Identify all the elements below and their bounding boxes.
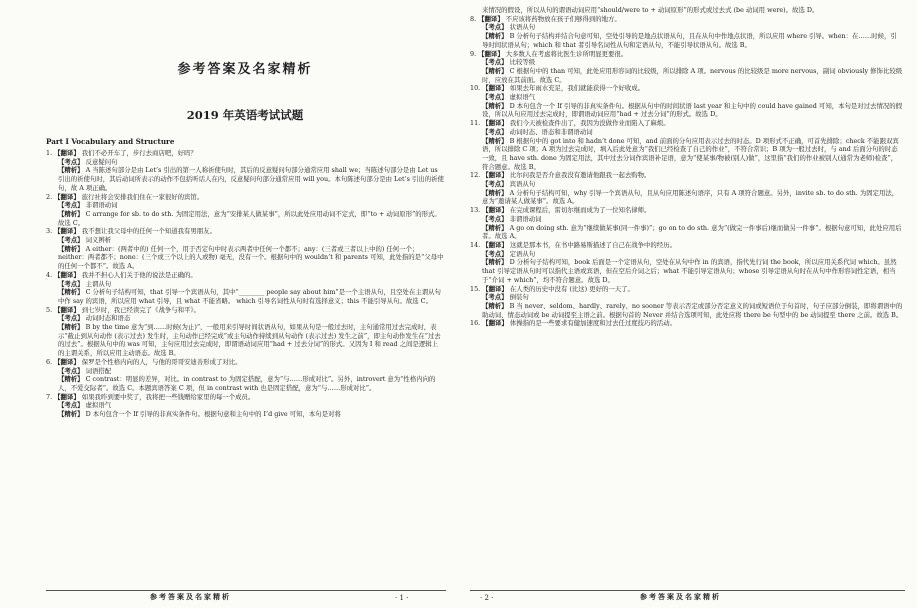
question-kaodian-text: 词语搭配 xyxy=(85,366,112,375)
question-jingxi-text: C arrange for sb. to do sth. 为固定用法，意为“安排某人做某事”，所以此处应用动词不定式，即“to + 动词原形”的形式。故选 C。 xyxy=(58,209,441,227)
question-tag: 【翻译】 xyxy=(482,171,508,180)
question-jingxi-text: C contrast：明显的差异，对比。in contrast to 为固定搭配，意为“与……形成对比”。另外，introvert 意为“性格内向的人，不爱交际者”。故选 C。本题宾语答案 C 项，但 in contrast with 也是固定搭配，意为“与……形成对比”。 xyxy=(58,375,436,392)
page-number-right: · 2 · xyxy=(480,594,494,602)
question-tag: 【精析】 xyxy=(482,188,508,197)
question-number: 4. xyxy=(46,270,53,279)
question-fanyi xyxy=(46,271,444,280)
question-jingxi-text: A 当陈述句部分是由 Let’s 引出的第一人称祈使句时，其后的反意疑问句部分通常应用 shall we；当陈述句部分是由 Let us 引出的祈使句时，其后动词所表示的动作不包括听话人在内，反意疑问句部分通常应用 will you。本句陈述句部分是由 Let’s 引出的祈使句，故 A 项正确。 xyxy=(58,166,444,192)
question-item xyxy=(470,241,903,285)
question-jingxi xyxy=(46,210,444,227)
question-item xyxy=(46,271,444,306)
question-tag: 【精析】 xyxy=(58,166,84,175)
question-item xyxy=(470,206,903,241)
question-tag: 【精析】 xyxy=(482,32,508,41)
question-kaodian-text: 非谓语动词 xyxy=(509,214,542,223)
left-page xyxy=(0,0,458,608)
question-fanyi xyxy=(470,285,903,294)
question-item xyxy=(46,149,444,193)
question-tag: 【翻译】 xyxy=(54,392,80,401)
question-fanyi-text: 到七岁时，我已经读完了《战争与和平》。 xyxy=(81,305,200,314)
question-jingxi xyxy=(470,32,903,49)
question-kaodian-text: 词义辨析 xyxy=(85,236,112,245)
question-jingxi xyxy=(470,258,903,284)
question-number: 5. xyxy=(46,305,53,314)
question-jingxi-text: C 分析句子结构可知，that 引导一个宾语从句，其中“________ people say about him”是一个主语从句，且空处在主谓从句中作 say 的宾语，所以应用 what 引导，且 what 不能省略。 which 引导名词性从句时有选择意义；this 不能引导从句。故选 C。 xyxy=(58,288,441,305)
question-tag: 【精析】 xyxy=(482,258,508,267)
question-jingxi-text: B 根据句中的 got into 和 hadn’t done 可知，and 前面的分句应用表示过去的时态。D 项形式不正确，可首先排除；check 不能跟双宾语，所以排除 C 项；A 项为过去完成时，填入后此处意为“我们已经检查了自己的作业”，不符合常识；B 项为一般过去时，与 and 后面分句的时态一致，且 have sth. done 为固定用法，其中过去分词作宾语补足语，意为“使某事/物被(别人)做”，这里指“我们的作业被别人(通常为老师)检查”，符合题意。故选 B。 xyxy=(482,136,899,171)
question-kaodian xyxy=(470,128,903,137)
question-tag: 【精析】 xyxy=(482,223,508,232)
question-kaodian-text: 虚拟语气 xyxy=(85,401,112,410)
question-tag: 【精析】 xyxy=(58,288,84,297)
question-tag: 【考点】 xyxy=(482,293,508,302)
question-jingxi-text: C 根据句中的 than 可知，此处应用形容词的比较级，所以排除 A 项。nervous 的比较级是 more nervous，副词 obviously 修饰比较级时，应放在其前面。故选 C。 xyxy=(482,66,903,84)
question-number: 14. xyxy=(470,240,481,249)
question-tag: 【精析】 xyxy=(482,301,508,310)
left-question-list xyxy=(46,149,444,419)
question-number: 2. xyxy=(46,192,53,201)
question-fanyi xyxy=(470,206,903,215)
question-fanyi-text: 不应该将药物放在孩子们够得到的地方。 xyxy=(505,14,621,23)
question-fanyi-text: 在人类的历史中没有 (比这) 更好的一天了。 xyxy=(509,284,634,293)
question-tag: 【精析】 xyxy=(482,136,508,145)
question-number: 13. xyxy=(470,206,481,215)
question-jingxi-text: B 当 never、seldom、hardly、rarely、no sooner 等表示否定或部分否定意义的词或短语位于句首时，句子应部分倒装，即将谓语中的助动词、情态动词或 be 动词提至主语之前。根据句首的 Never 并结合选项可知，此处应将 there be 句型中的 be 动词提至 there 之前。故选 B。 xyxy=(482,301,903,319)
question-tag: 【翻译】 xyxy=(54,149,80,157)
question-tag: 【精析】 xyxy=(482,66,508,75)
question-tag: 【考点】 xyxy=(482,23,508,32)
question-fanyi-text: 保罗是个性格内向的人，与他的哥哥安迪善形成了对比。 xyxy=(81,357,242,366)
question-tag: 【考点】 xyxy=(482,180,508,189)
question-fanyi-text: 大多数人在考虑将比医生诊所明显更要很。 xyxy=(505,49,628,58)
question-fanyi-text: 如果去年雨水充足，我们就能获得一个好收成。 xyxy=(509,84,645,93)
question-tag: 【精析】 xyxy=(58,410,84,419)
question-jingxi xyxy=(470,224,903,241)
question-number: 8. xyxy=(470,14,477,23)
part-title: Part Ⅰ Vocabulary and Structure xyxy=(46,137,175,146)
right-question-list xyxy=(470,15,903,328)
question-number: 6. xyxy=(46,357,53,366)
question-tag: 【翻译】 xyxy=(54,357,80,366)
question-item xyxy=(470,84,903,119)
right-page xyxy=(458,0,917,608)
question-tag: 【精析】 xyxy=(58,209,84,218)
question-number: 9. xyxy=(470,49,477,58)
question-fanyi xyxy=(46,358,444,367)
question-tag: 【翻译】 xyxy=(482,84,508,93)
question-item xyxy=(470,285,903,320)
question-tag: 【考点】 xyxy=(58,314,84,323)
question-jingxi-text: D 本句包含一个 If 引导的非真实条件句。根据句意和主句中的 I’d give 可知，本句是对将 xyxy=(85,410,341,419)
question-jingxi xyxy=(470,102,903,119)
question-kaodian-text: 倒装句 xyxy=(509,293,529,302)
question-jingxi-text: A go on doing sth. 意为“继续做某事(同一件事)”；go on to do sth. 意为“(做完一件事后)继而做另一件事”。根据句意可知，此处应用后者。故选 A。 xyxy=(482,223,902,241)
question-item xyxy=(46,358,444,393)
question-tag: 【精析】 xyxy=(482,101,508,110)
question-jingxi xyxy=(470,302,903,319)
footer-rule-left xyxy=(46,590,446,591)
question-tag: 【精析】 xyxy=(58,244,84,253)
question-jingxi-text: B 分析句子结构并结合句意可知，空处引导的是地点状语从句，且在从句中作地点状语，所以应用 where 引导。when：在……时候，引导时间状语从句；which 和 that 者引导名词性从句和定语从句，不能引导状语从句。故选 B。 xyxy=(482,32,897,49)
question-fanyi xyxy=(46,193,444,202)
question-tag: 【翻译】 xyxy=(54,270,80,279)
page-number-left: · 1 · xyxy=(395,594,409,602)
question-number: 7. xyxy=(46,392,53,401)
question-kaodian xyxy=(470,293,903,302)
question-item xyxy=(46,393,444,419)
question-jingxi-text: A either：(两者中的) 任何一个，用于否定句中时表示两者中任何一个都不；any：(三者或三者以上中的) 任何一个；neither：两者都不；none：(三个或三个以上的人或物) 毫无，没有一个。根据句中的 wouldn’t 和 parents 可知，此处指的是“父母中的任何一个都不”。故选 A。 xyxy=(58,244,444,271)
question-kaodian xyxy=(46,201,444,210)
question-tag: 【考点】 xyxy=(482,58,508,67)
footer-right: 参考答案及名家精析 xyxy=(640,592,721,601)
question-tag: 【考点】 xyxy=(58,201,84,210)
question-tag: 【翻译】 xyxy=(478,14,504,23)
question-kaodian xyxy=(46,280,444,289)
question-tag: 【翻译】 xyxy=(54,227,80,236)
question-tag: 【翻译】 xyxy=(482,319,508,328)
question-kaodian xyxy=(470,180,903,189)
question-fanyi xyxy=(470,84,903,93)
question-number: 1. xyxy=(46,149,53,157)
question-fanyi-text: 我们不必开车了，步行去商店吧，好吗？ xyxy=(81,149,197,157)
question-kaodian xyxy=(46,236,444,245)
question-item xyxy=(46,227,444,271)
question-tag: 【翻译】 xyxy=(482,206,508,215)
question-jingxi-text: D 本句包含一个 If 引导的非真实条件句。根据从句中的时间状语 last year 和主句中的 could have gained 可知，本句是对过去情况的假设，所以从句应用过去完成时，即谓语动词应用“had + 过去分词”的形式。故选 D。 xyxy=(482,101,903,119)
question-jingxi-text: D 分析句子结构可知，book 后面是一个定语从句，空处在从句中作 in 的宾语，指代先行词 the book，所以应用关系代词 which。虽然 that 引导定语从句时可以指代主语或宾语，但在空后介词之后；what 不能引导定语从句；whose 引导定语从句时在从句中作形容词性定语，相当于“介词 + which”，均不符合题意。故选 D。 xyxy=(482,258,897,284)
question-jingxi-text: B by the time 意为“到……时候(为止)”，一般用来引导时间状语从句，如果从句是一般过去时，主句通常用过去完成时，表示“截止到从句动作 (表示过去) 发生时，主句动作已经完成”或主句动作持续到从句动作 (表示过去) 发生之前”，即主句动作发生在“过去的过去”。根据从句中的 was 可知，主句应用过去完成时，即谓语动词应用“had + 过去分词”的形式。又因为 I 和 read 之间是逻辑上的主谓关系，所以应用主动语态。故选 B。 xyxy=(58,323,441,358)
question-kaodian-text: 比较等级 xyxy=(509,58,536,67)
question-kaodian-text: 反意疑问句 xyxy=(85,157,118,166)
question-number: 11. xyxy=(470,119,481,128)
question-fanyi-text: 我不想让我父母中的任何一个知道我有男朋友。 xyxy=(81,227,216,236)
question-fanyi-text: 这就是那本书，在书中路易斯描述了自己在战争中的经历。 xyxy=(509,240,676,249)
question-kaodian xyxy=(470,93,903,102)
question-fanyi-text: 旅行社将会安排我们住在一家很好的宾馆。 xyxy=(81,192,204,201)
question-jingxi xyxy=(470,67,903,84)
question-fanyi xyxy=(470,119,903,128)
question-kaodian xyxy=(470,58,903,67)
question-tag: 【考点】 xyxy=(58,157,84,166)
question-jingxi xyxy=(46,323,444,358)
question-kaodian xyxy=(46,367,444,376)
question-kaodian xyxy=(470,23,903,32)
question-fanyi xyxy=(470,50,903,59)
question-jingxi xyxy=(470,189,903,206)
question-fanyi-text: 体操指的是一些要求有健加速度和过去任过度技巧的活动。 xyxy=(509,319,676,328)
question-item xyxy=(46,193,444,228)
question-fanyi xyxy=(470,319,903,328)
question-tag: 【考点】 xyxy=(482,93,508,102)
question-fanyi xyxy=(470,241,903,250)
question-tag: 【考点】 xyxy=(58,236,84,245)
question-jingxi xyxy=(46,410,444,419)
question-tag: 【考点】 xyxy=(482,214,508,223)
question-kaodian-text: 状语从句 xyxy=(509,23,536,32)
question-number: 10. xyxy=(470,84,481,93)
question-tag: 【考点】 xyxy=(482,127,508,136)
question-tag: 【考点】 xyxy=(58,279,84,288)
question-kaodian-text: 动词时态和语态 xyxy=(85,314,131,323)
question-fanyi xyxy=(470,171,903,180)
question-fanyi xyxy=(46,227,444,236)
question-item xyxy=(470,119,903,171)
question-tag: 【翻译】 xyxy=(482,119,508,128)
document-title: 参考答案及名家精析 xyxy=(177,62,313,77)
question-fanyi-text: 如果我昨到要中奖了，我将把一些钱赠给家里的每一个成员。 xyxy=(81,392,255,401)
question-kaodian-text: 非谓语动词 xyxy=(85,201,118,210)
continuation-text: 来情况的假设，所以从句的谓语动词应用“should/were to + 动词原形”的形式或过去式 (be 动词用 were)。故选 D。 xyxy=(482,6,819,14)
exam-title: 2019 年英语考试试题 xyxy=(186,108,304,122)
question-tag: 【考点】 xyxy=(482,249,508,258)
question-number: 12. xyxy=(470,171,481,180)
question-kaodian-text: 虚拟语气 xyxy=(509,93,536,102)
question-kaodian xyxy=(46,314,444,323)
question-tag: 【精析】 xyxy=(58,323,84,332)
question-kaodian xyxy=(46,401,444,410)
question-tag: 【精析】 xyxy=(58,375,84,384)
question-number: 3. xyxy=(46,227,53,236)
question-tag: 【翻译】 xyxy=(478,49,504,58)
question-tag: 【翻译】 xyxy=(54,305,80,314)
footer-left: 参考答案及名家精析 xyxy=(150,592,231,601)
question-item xyxy=(470,15,903,50)
question-item xyxy=(46,306,444,358)
question-jingxi xyxy=(470,137,903,172)
question-jingxi xyxy=(46,166,444,192)
question-jingxi xyxy=(46,375,444,392)
question-kaodian-text: 主谓从句 xyxy=(85,279,112,288)
question-kaodian-text: 宾语从句 xyxy=(509,180,536,189)
question-tag: 【翻译】 xyxy=(482,284,508,293)
question-jingxi-text: A 分析句子结构可知，why 引导一个宾语从句，且从句应用陈述句语序，只有 A 项符合题意。另外，invite sb. to do sth. 为固定用法，意为“邀请某人做某事”。故选 A。 xyxy=(482,188,899,206)
question-kaodian xyxy=(470,215,903,224)
footer-rule-right xyxy=(470,590,905,591)
question-tag: 【翻译】 xyxy=(54,192,80,201)
question-fanyi-text: 在完成课程后，雷切尔继而成为了一位知名律师。 xyxy=(509,206,651,215)
question-tag: 【考点】 xyxy=(58,401,84,410)
question-jingxi xyxy=(46,245,444,271)
question-item xyxy=(470,319,903,328)
question-tag: 【翻译】 xyxy=(482,240,508,249)
question-fanyi-text: 我并不担心人们关于他的说法是正确的。 xyxy=(81,270,197,279)
question-kaodian-text: 定语从句 xyxy=(509,249,536,258)
question-fanyi xyxy=(46,149,444,158)
question-jingxi xyxy=(46,288,444,305)
question-item xyxy=(470,50,903,85)
question-fanyi-text: 比尔问我是否介意我没有邀请他跟我一起去购物。 xyxy=(509,171,651,180)
question-tag: 【考点】 xyxy=(58,366,84,375)
question-item xyxy=(470,171,903,206)
question-fanyi-text: 我们今天被检查件出了，我因为没做作业而陷入了麻烦。 xyxy=(509,119,670,128)
question-number: 16. xyxy=(470,319,481,328)
question-kaodian-text: 动词时态、语态和非谓语动词 xyxy=(509,127,593,136)
question-number: 15. xyxy=(470,284,481,293)
